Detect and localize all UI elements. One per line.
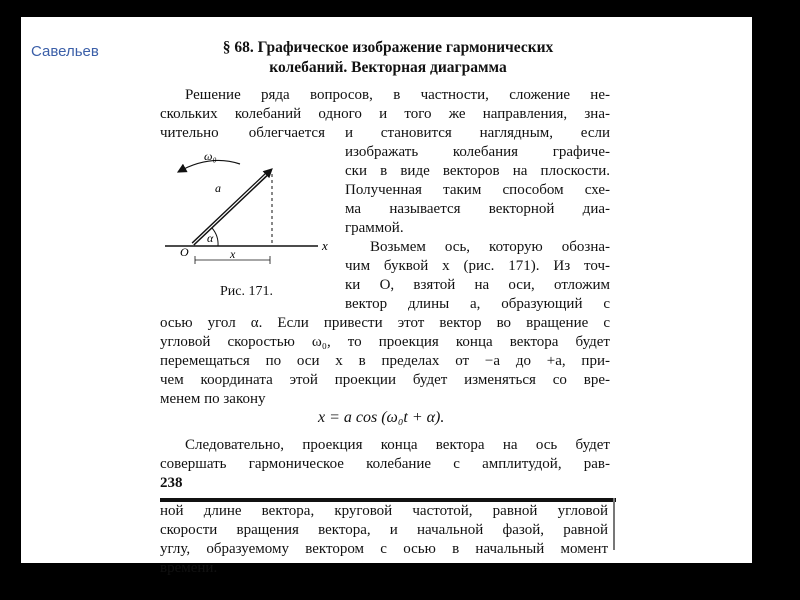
page-edge: [613, 498, 615, 550]
text-line: углу, образуемому вектором с осью в начальный момент: [160, 541, 608, 557]
text-line: граммой.: [345, 220, 404, 236]
text-line: скольких колебаний одного и того же направления, зна-: [160, 106, 610, 122]
text-line: чим буквой x (рис. 171). Из точ-: [345, 258, 610, 274]
text-line: Решение ряда вопросов, в частности, сложение не-: [185, 87, 610, 103]
vector-diagram: [160, 146, 345, 271]
heading-line-1: § 68. Графическое изображение гармонических: [222, 39, 554, 56]
vector-arrow: [193, 169, 272, 244]
text-line: чительно облегчается: [160, 125, 325, 141]
text-line: Возьмем ось, которую обозна-: [370, 239, 610, 255]
text-line: скорости вращения вектора, и начальной фазой, равной: [160, 522, 608, 538]
text-line: и становится наглядным, если: [345, 125, 610, 141]
text-line: ски в виде векторов на плоскости.: [345, 163, 610, 179]
text-line: ма называется векторной диа-: [345, 201, 610, 217]
text-line: Полученная таким способом схе-: [345, 182, 610, 198]
text-line: вектор длины a, образующий с: [345, 296, 610, 312]
page-number: 238: [160, 475, 183, 491]
vector-length-label: a: [215, 181, 221, 195]
textbook-page: [160, 38, 612, 576]
x-axis-label: x: [322, 238, 328, 253]
alpha-label: α: [207, 231, 214, 245]
text-line: угловой скоростью ω₀, то проекция конца вектора будет: [160, 334, 610, 350]
omega-label: ω₀: [204, 149, 217, 163]
heading-line-2: колебаний. Векторная диаграмма: [269, 59, 507, 76]
author-label: Савельев: [31, 43, 99, 60]
text-line: ки O, взятой на оси, отложим: [345, 277, 610, 293]
text-line: времени.: [160, 560, 218, 576]
text-line: совершать гармоническое колебание с амплитудой, рав-: [160, 456, 610, 472]
text-line: осью угол α. Если привести этот вектор во вращение с: [160, 315, 610, 331]
section-heading: [188, 38, 588, 78]
origin-label: O: [180, 245, 189, 259]
text-line: Следовательно, проекция конца вектора на ось будет: [185, 437, 610, 453]
text-line: чем координата этой проекции будет изменяться со вре-: [160, 372, 610, 388]
text-line: перемещаться по оси x в пределах от −a до +a, при-: [160, 353, 610, 369]
figure-171: [160, 146, 345, 299]
figure-caption: Рис. 171.: [220, 284, 273, 299]
text-line: ной длине вектора, круговой частотой, равной угловой: [160, 503, 608, 519]
projection-label: x: [230, 247, 236, 261]
text-line: изображать колебания графиче-: [345, 144, 610, 160]
text-line: менем по закону: [160, 391, 266, 407]
formula: x = a cos (ω₀t + α).: [318, 409, 445, 426]
